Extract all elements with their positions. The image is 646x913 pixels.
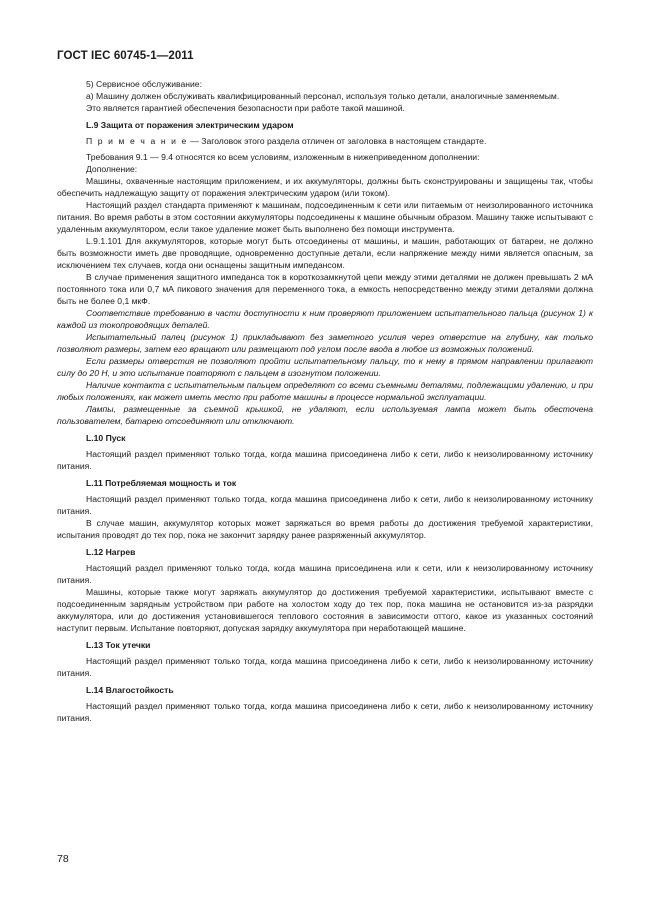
paragraph: В случае применения защитного импеданса ток в короткозамкнутой цепи между этими деталями не должен превышать 2 мА постоянного тока или 0,7 мА пикового значения для переменного тока, а емкость непосредственно между этими деталями должна быть не более 0,1 мкФ. (57, 272, 593, 306)
paragraph: 5) Сервисное обслуживание: (86, 79, 202, 89)
document-body (57, 78, 593, 724)
italic-paragraph: Наличие контакта с испытательным пальцем определяют со всеми съемными деталями, подлежащими удалению, и при любых положениях, как может иметь место при работе машины в процессе нормальной эксплуатации. (57, 380, 593, 402)
paragraph: Настоящий раздел применяют только тогда, когда машина присоединена либо к сети, либо к неизолированному источнику питания. (57, 449, 593, 471)
section-heading: L.13 Ток утечки (86, 640, 151, 650)
italic-paragraph: Лампы, размещенные за съемной крышкой, не удаляют, если используемая лампа может быть обесточена пользователем, батарею отсоединяют или отключают. (57, 404, 593, 426)
paragraph: Машины, охваченные настоящим приложением, и их аккумуляторы, должны быть сконструированы и защищены так, чтобы обеспечить надлежащую защиту от поражения электрическим ударом (или током). (57, 176, 593, 198)
paragraph: В случае машин, аккумулятор которых может заряжаться во время работы до достижения требуемой характеристики, испытания проводят до тех пор, пока не закончит зарядку ранее разряженный аккумулятор. (57, 518, 593, 540)
note-label: П р и м е ч а н и е (86, 136, 188, 146)
paragraph: Настоящий раздел применяют только тогда, когда машина присоединена либо к сети, либо к неизолированному источнику питания. (57, 656, 593, 678)
paragraph: Настоящий раздел применяют только тогда, когда машина присоединена либо к сети, либо к неизолированному источнику питания. (57, 701, 593, 723)
paragraph: Дополнение: (86, 164, 138, 174)
page-number: 78 (57, 853, 69, 865)
paragraph: а) Машину должен обслуживать квалифицированный персонал, используя только детали, аналогичные заменяемым. (86, 91, 560, 101)
document-header: ГОСТ IEC 60745-1—2011 (57, 50, 194, 62)
italic-paragraph: Если размеры отверстия не позволяют пройти испытательному пальцу, то к нему в прямом направлении прилагают силу до 20 Н, и это испытание повторяют с пальцем в изогнутом положении. (57, 356, 593, 378)
section-heading: L.11 Потребляемая мощность и ток (86, 478, 237, 488)
italic-paragraph: Соответствие требованию в части доступности к ним проверяют приложением испытательного пальца (рисунок 1) к каждой из токопроводящих деталей. (57, 308, 593, 330)
section-heading: L.12 Нагрев (86, 547, 136, 557)
paragraph: Это является гарантией обеспечения безопасности при работе такой машиной. (86, 103, 405, 113)
paragraph: Машины, которые также могут заряжать аккумулятор до достижения требуемой характеристики, испытывают вместе с подсоединенным зарядным устройством при работе на холостом ходу до тех пор, пока машина не остановится из-за разрядки аккумулятора, или до достижения установившегося теплового состояния в зависимости оттого, какое из указанных состояний наступит первым. Испытание повторяют, допуская зарядку аккумулятора при неработающей машине. (57, 587, 593, 633)
paragraph: Настоящий раздел применяют только тогда, когда машина присоединена либо к сети, либо к неизолированному источнику питания. (57, 494, 593, 516)
paragraph: Настоящий раздел стандарта применяют к машинам, подсоединенным к сети или питаемым от неизолированного источника питания. Во время работы в этом состоянии аккумуляторы подсоединены к машине обычным образом. Машину также испытывают с удаленным аккумулятором, если такое удаление может быть выполнено без помощи инструмента. (57, 200, 593, 234)
section-heading: L.9 Защита от поражения электрическим ударом (86, 120, 294, 130)
note-text: — Заголовок этого раздела отличен от заголовка в настоящем стандарте. (187, 136, 487, 146)
section-heading: L.10 Пуск (86, 433, 126, 443)
paragraph: Требования 9.1 — 9.4 относятся ко всем условиям, изложенным в нижеприведенном дополнении: (86, 152, 480, 162)
paragraph: Настоящий раздел применяют только тогда, когда машина присоединена или к сети, или к неизолированному источнику питания. (57, 563, 593, 585)
italic-paragraph: Испытательный палец (рисунок 1) прикладывают без заметного усилия через отверстие на глубину, как только позволяют размеры, затем его вращают или размещают под углом после ввода в любое из возможных положений. (57, 332, 593, 354)
section-heading: L.14 Влагостойкость (86, 685, 174, 695)
paragraph: L.9.1.101 Для аккумуляторов, которые могут быть отсоединены от машины, и машин, работающих от батареи, не должно быть возможности иметь две проводящие, одновременно доступные детали, если напряжение между ними является опасным, за исключением тех случаев, когда они оснащены защитным импедансом. (57, 236, 593, 270)
note (57, 135, 593, 147)
